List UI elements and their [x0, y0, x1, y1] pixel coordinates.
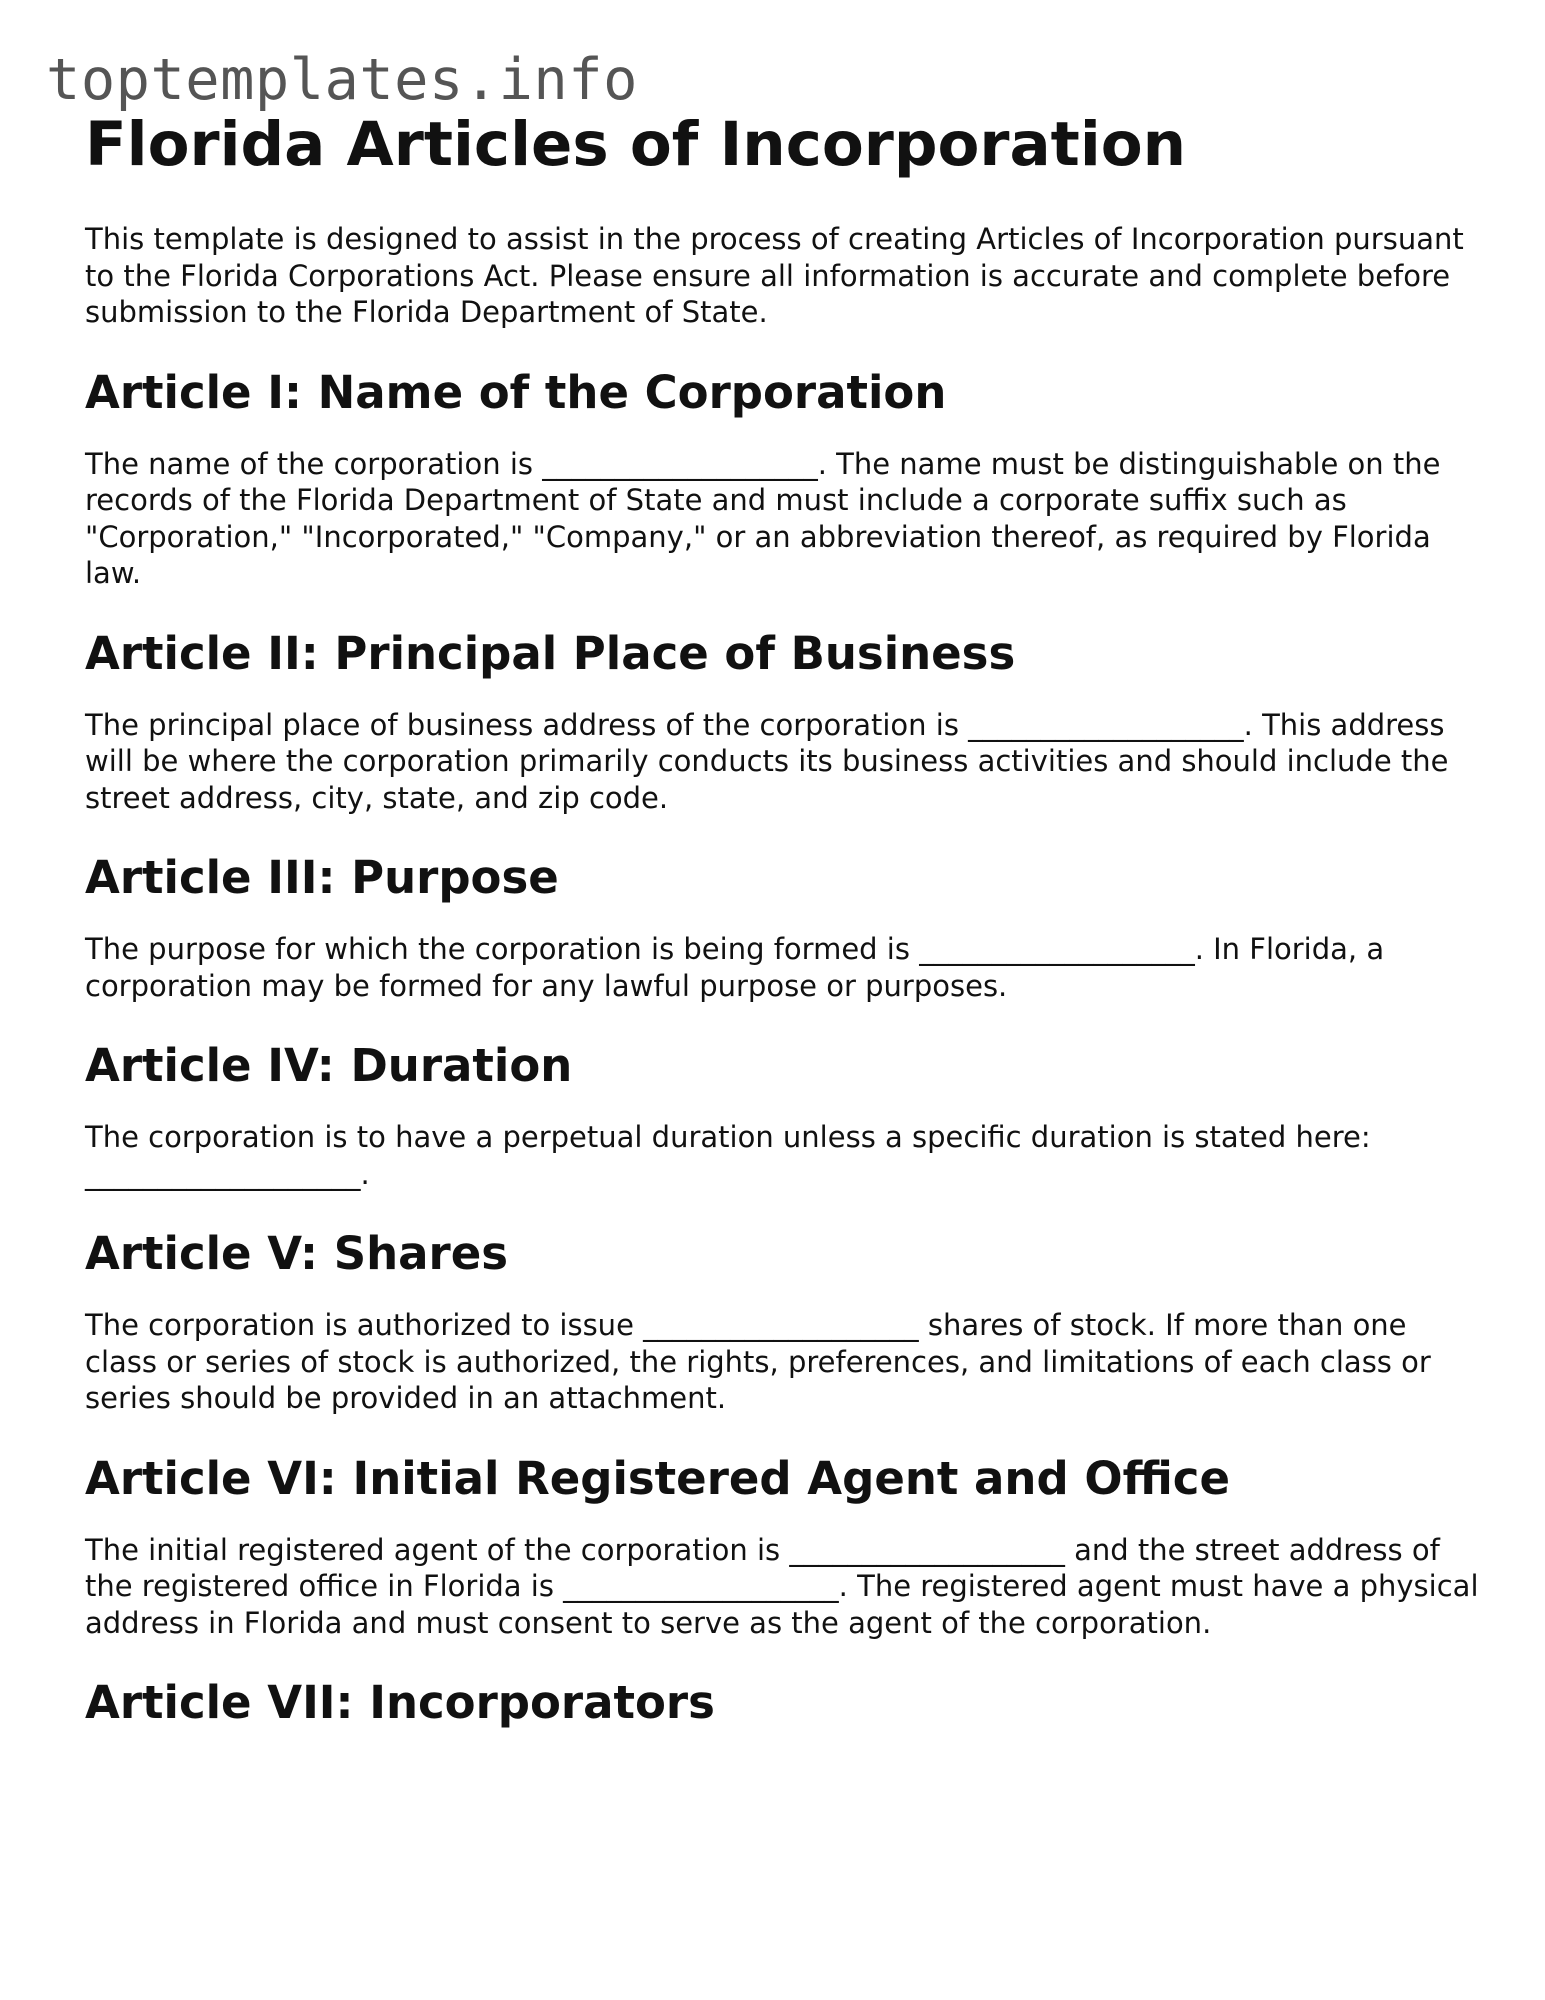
article-4-body [85, 1119, 1485, 1192]
purpose-blank: ___________________ [919, 932, 1195, 966]
principal-address-blank: ___________________ [968, 707, 1244, 742]
article-2-heading: Article II: Principal Place of Business [85, 626, 1016, 680]
article-6-text-3: . The registered agent must have a physical address in Florida and must consent to serve as the agent of the corporation. [85, 1569, 1479, 1640]
article-5-text-2: shares of stock. If more than one class or series of stock is authorized, the rights, preferences, and limitations of each class or series should be provided in an attachment. [85, 1308, 1431, 1415]
article-6-heading: Article VI: Initial Registered Agent and Office [85, 1451, 1230, 1505]
article-3-text-1: The purpose for which the corporation is being formed is [85, 932, 920, 966]
registered-agent-blank: ___________________ [789, 1532, 1065, 1567]
article-4-text-1: The corporation is to have a perpetual duration unless a specific duration is stated here: [85, 1120, 1371, 1154]
article-2 [85, 626, 1485, 817]
article-3-body [85, 931, 1485, 1004]
article-1-body [85, 446, 1485, 592]
article-1-text-2: . The name must be distinguishable on the records of the Florida Department of State and must include a corporate suffix such as "Corporation," "Incorporated," "Company," or an abbreviation thereof, as required by Florida law. [85, 446, 1441, 590]
site-watermark: toptemplates.info [46, 47, 638, 113]
article-6 [85, 1451, 1485, 1642]
article-2-text-2: . This address will be where the corporation primarily conducts its business activities and should include the street address, city, state, and zip code. [85, 707, 1449, 815]
document-title: Florida Articles of Incorporation [85, 109, 1187, 180]
article-7-heading: Article VII: Incorporators [85, 1676, 715, 1729]
corporation-name-blank: ___________________ [542, 446, 818, 481]
article-6-text-1: The initial registered agent of the corporation is [85, 1532, 790, 1567]
article-3-text-2: . In Florida, a corporation may be formed for any lawful purpose or purposes. [85, 932, 1385, 1003]
article-4-heading: Article IV: Duration [85, 1039, 573, 1092]
article-6-text-2: and the street address of the registered office in Florida is [85, 1532, 1440, 1603]
article-6-body [85, 1532, 1485, 1642]
registered-office-blank: ___________________ [563, 1569, 839, 1603]
article-5 [85, 1226, 1485, 1417]
article-1-heading: Article I: Name of the Corporation [85, 365, 947, 419]
shares-count-blank: ___________________ [643, 1308, 919, 1342]
article-7 [85, 1675, 1485, 1731]
article-5-body [85, 1307, 1485, 1417]
article-2-text-1: The principal place of business address of the corporation is [85, 707, 969, 742]
article-1-text-1: The name of the corporation is [85, 446, 543, 481]
article-3-heading: Article III: Purpose [85, 851, 559, 904]
article-5-text-1: The corporation is authorized to issue [85, 1308, 644, 1342]
article-1 [85, 365, 1485, 592]
article-3 [85, 850, 1485, 1004]
article-5-heading: Article V: Shares [85, 1227, 509, 1280]
article-4-text-2: . [360, 1156, 370, 1191]
intro-paragraph: This template is designed to assist in the process of creating Articles of Incorporation pursuant to the Florida Corporations Act. Please ensure all information is accurate and complete before submission to the Florida Department of State. [85, 222, 1464, 329]
article-4 [85, 1038, 1485, 1192]
duration-blank: ___________________ [85, 1156, 361, 1191]
document-content [85, 108, 1485, 1731]
article-2-body [85, 707, 1485, 817]
